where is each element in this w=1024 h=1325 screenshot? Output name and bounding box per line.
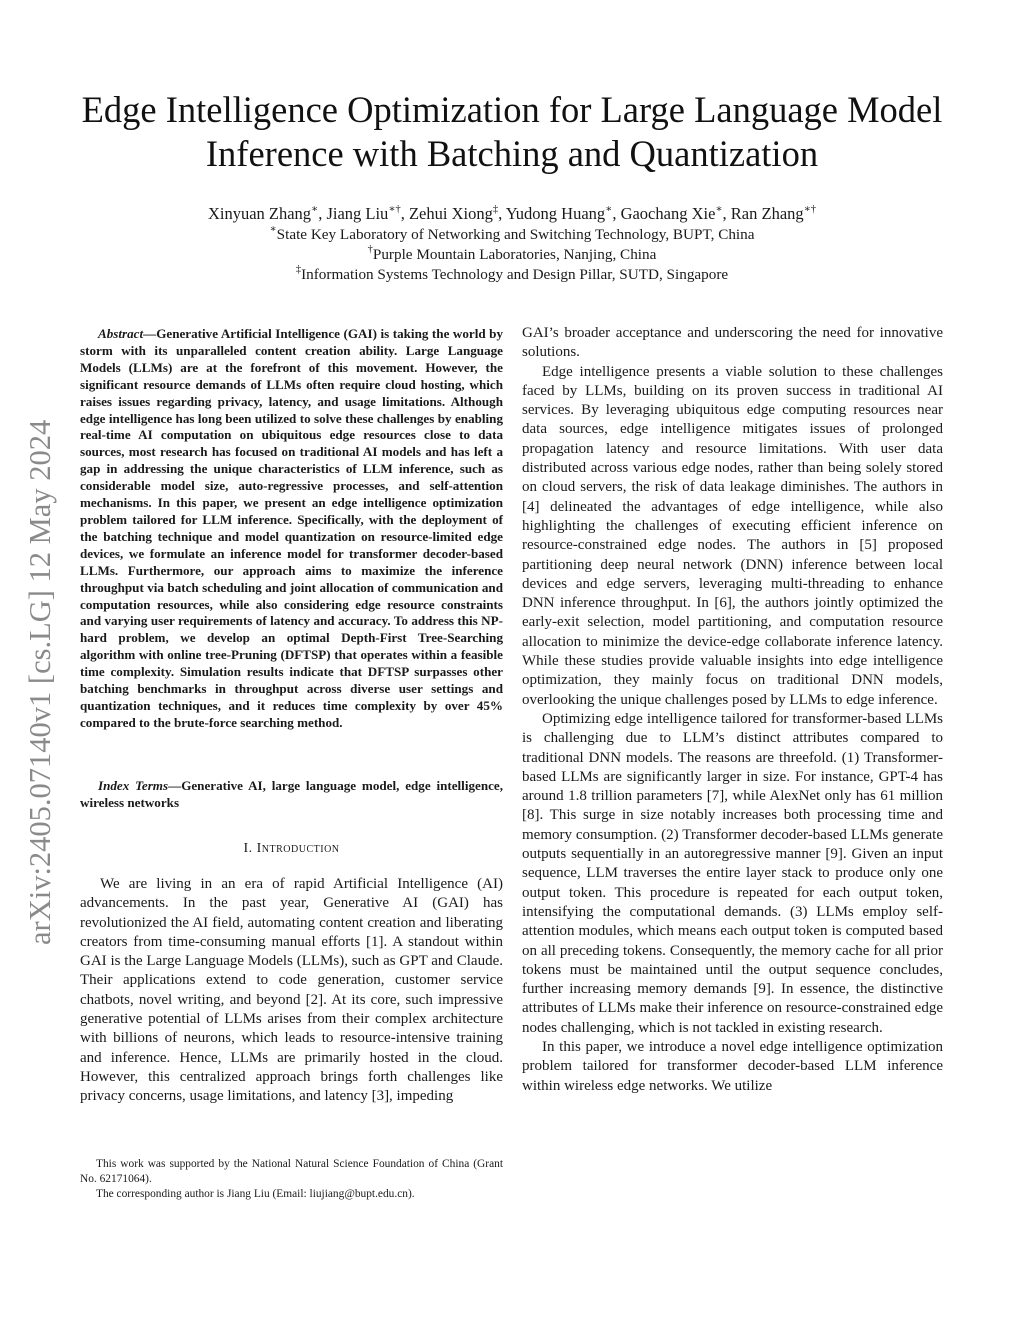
author-list: Xinyuan Zhang∗, Jiang Liu∗†, Zehui Xiong‡, Yudong Huang∗, Gaochang Xie∗, Ran Zhang∗† (207, 203, 817, 223)
footnotes (80, 1157, 503, 1202)
author: Jiang Liu∗† (326, 203, 401, 223)
index-terms-label: Index Terms (98, 778, 169, 793)
funding-footnote: This work was supported by the National Natural Science Foundation of China (Grant No. 62171064). (80, 1158, 503, 1185)
affiliation: ∗State Key Laboratory of Networking and Switching Technology, BUPT, China (269, 223, 755, 243)
paragraph: We are living in an era of rapid Artificial Intelligence (AI) advancements. In the past year, Generative AI (GAI) has revolutionized the AI field, automating content creation and liberating creators from time-consuming manual efforts [1]. A standout within GAI is the Large Language Models (LLMs), such as GPT and Claude. Their applications extend to code generation, customer service chatbots, novel writing, and beyond [2]. At its core, such impressive generative potential of LLMs arises from their complex architecture with billions of neurons, which leads to resource-intensive training and inference. Hence, LLMs are primarily hosted in the cloud. However, this centralized approach brings forth challenges like privacy concerns, usage limitations, and latency [3], impeding (80, 876, 503, 1105)
corresponding-author-footnote: The corresponding author is Jiang Liu (Email: liujiang@bupt.edu.cn). (96, 1188, 415, 1200)
author: Xinyuan Zhang∗ (207, 203, 319, 223)
index-terms (80, 778, 503, 812)
paragraph: Optimizing edge intelligence tailored for transformer-based LLMs is challenging due to LLM’s distinct attributes compared to traditional DNN models. The reasons are threefold. (1) Transformer-based LLMs are significantly larger in size. For instance, GPT-4 has around 1.8 trillion parameters [7], while AlexNet only has 61 million [8]. This surge in size notably increases both processing time and memory consumption. (2) Transformer decoder-based LLMs generate outputs sequentially in an autoregressive manner [9]. Given an input sequence, LLM traverses the entire layer stack to produce only one output token. This procedure is repeated for each output token, intensifying the computational demands. (3) LLMs employ self-attention modules, which means each output token is computed based on all preceding tokens. Consequently, the memory cache for all prior tokens must be maintained until the output sequence concludes, further increasing memory demands [9]. In essence, the distinctive attributes of LLMs make their inference on resource-constrained edge nodes challenging, which is not tackled in existing research. (522, 710, 943, 1036)
abstract (80, 326, 503, 732)
section-heading: I. Introduction (243, 841, 340, 856)
paragraph: Edge intelligence presents a viable solution to these challenges faced by LLMs, building on its proven success in traditional AI services. By leveraging ubiquitous edge computing resources near data sources, edge intelligence mitigates issues of prolonged propagation latency and resource limitations. With user data distributed across various edge nodes, rather than being solely stored on cloud servers, the risk of data leakage diminishes. The authors in [4] delineated the advantages of edge intelligence, while also highlighting the challenges of executing efficient inference on resource-constrained edge nodes. The authors in [5] proposed partitioning deep neural network (DNN) inference between local devices and edge servers, leveraging multi-threading to enhance DNN inference throughput. In [6], the authors jointly optimized the early-exit selection, model partitioning, and computation resource allocation to minimize the device-edge collaborate inference latency. While these studies provide valuable insights into edge intelligence optimization, they mainly focus on traditional DNN models, overlooking the unique challenges posed by LLMs to edge inference. (522, 363, 943, 708)
abstract-text: —Generative Artificial Intelligence (GAI) is taking the world by storm with its unparalleled content creation ability. Large Language Models (LLMs) are at the forefront of this movement. However, the significant resource demands of LLMs often require cloud hosting, which raises issues regarding privacy, latency, and usage limitations. Although edge intelligence has long been utilized to solve these challenges by enabling real-time AI computation on ubiquitous edge resources close to data sources, most research has focused on traditional AI models and has left a gap in addressing the unique characteristics of LLM inference, such as considerable model size, auto-regressive processes, and self-attention mechanisms. In this paper, we present an edge intelligence optimization problem tailored for LLM inference. Specifically, with the deployment of the batching technique and model quantization on resource-limited edge devices, we formulate an inference model for transformer decoder-based LLMs. Furthermore, our approach aims to maximize the inference throughput via batch scheduling and joint allocation of communication and computation resources, while also considering edge resource constraints and varying user requirements of latency and accuracy. To address this NP-hard problem, we develop an optimal Depth-First Tree-Searching algorithm with online tree-Pruning (DFTSP) that operates within a feasible time complexity. Simulation results indicate that DFTSP surpasses other batching benchmarks in throughput across diverse user settings and quantization techniques, and it reduces time complexity by over 45% compared to the brute-force searching method. (80, 326, 503, 730)
arxiv-side-stamp (22, 345, 58, 945)
abstract-label: Abstract (98, 326, 144, 341)
paper-title: Edge Intelligence Optimization for Large Language Model Inference with Batching and Quantization (81, 89, 943, 174)
author: Yudong Huang∗ (505, 203, 613, 223)
right-column (522, 324, 943, 1096)
author: Zehui Xiong‡ (408, 203, 499, 223)
paragraph: In this paper, we introduce a novel edge intelligence optimization problem tailored for transformer decoder-based LLM inference within wireless edge networks. We utilize (522, 1038, 943, 1094)
author: Ran Zhang∗† (730, 203, 817, 223)
author: Gaochang Xie∗ (620, 203, 723, 223)
affiliation: ‡Information Systems Technology and Design Pillar, SUTD, Singapore (295, 263, 729, 283)
affiliation: †Purple Mountain Laboratories, Nanjing, China (367, 243, 657, 263)
paragraph: GAI’s broader acceptance and underscoring the need for innovative solutions. (522, 325, 943, 361)
index-terms-text: —Generative AI, large language model, edge intelligence, wireless networks (80, 778, 504, 810)
arxiv-identifier[interactable]: arXiv:2405.07140v1 [cs.LG] 12 May 2024 (23, 419, 57, 945)
intro-body (80, 875, 503, 1107)
